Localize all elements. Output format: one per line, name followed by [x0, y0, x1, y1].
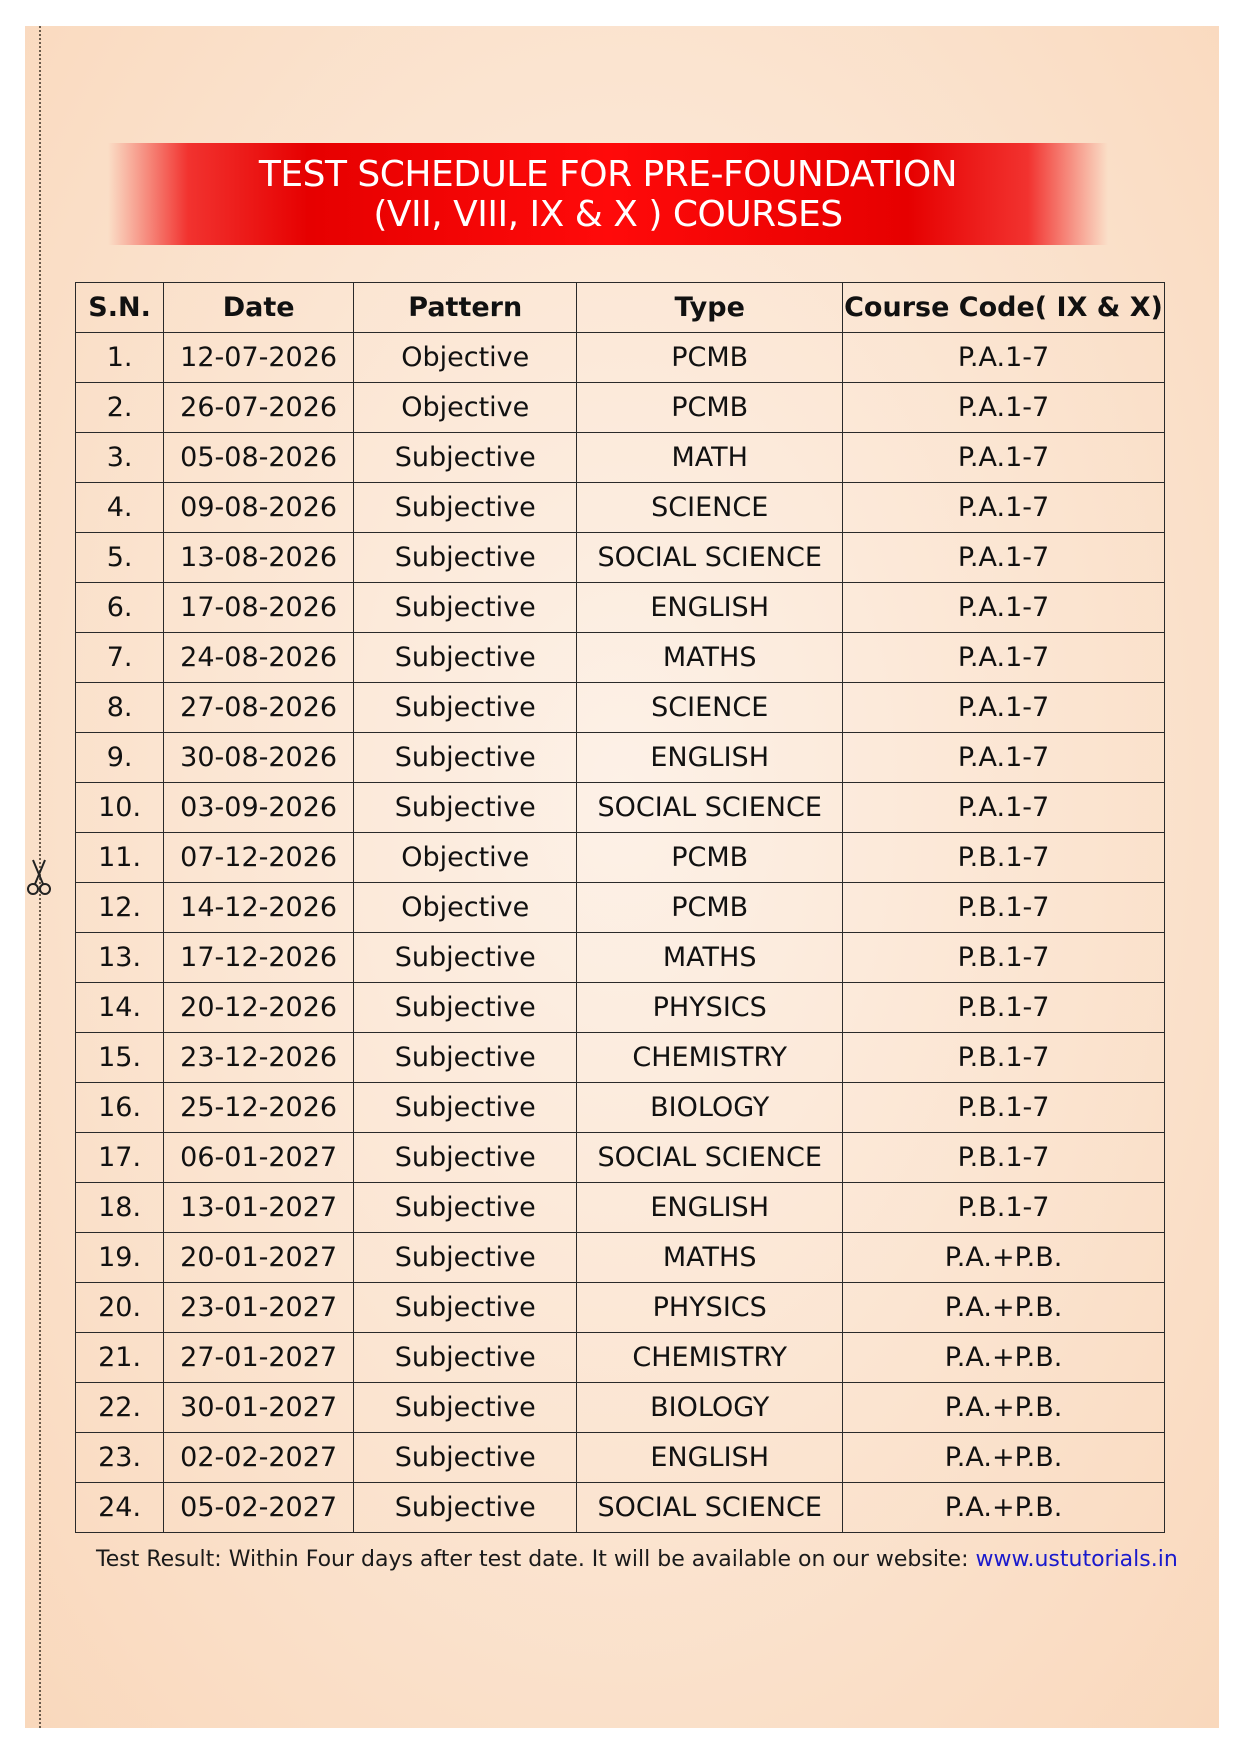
- table-row: [76, 1383, 1165, 1433]
- table-row: [76, 583, 1165, 633]
- cell-date: 23-12-2026: [164, 1033, 354, 1083]
- cell-pattern: Objective: [354, 833, 577, 883]
- cell-course-code: P.A.1-7: [843, 483, 1165, 533]
- cell-course-code: P.A.1-7: [843, 533, 1165, 583]
- cell-date: 09-08-2026: [164, 483, 354, 533]
- cell-type: ENGLISH: [577, 583, 843, 633]
- cell-type: PCMB: [577, 333, 843, 383]
- cell-pattern: Subjective: [354, 933, 577, 983]
- result-note: Test Result: Within Four days after test date. It will be available on our website:: [96, 1547, 969, 1572]
- cell-course-code: P.B.1-7: [843, 1183, 1165, 1233]
- cell-date: 07-12-2026: [164, 833, 354, 883]
- cell-date: 12-07-2026: [164, 333, 354, 383]
- table-row: [76, 1133, 1165, 1183]
- table-row: [76, 1283, 1165, 1333]
- cell-course-code: P.B.1-7: [843, 1033, 1165, 1083]
- cell-sn: 24.: [76, 1483, 164, 1533]
- cell-date: 30-08-2026: [164, 733, 354, 783]
- cell-type: ENGLISH: [577, 1183, 843, 1233]
- cell-date: 26-07-2026: [164, 383, 354, 433]
- cell-sn: 7.: [76, 633, 164, 683]
- table-row: [76, 1433, 1165, 1483]
- cell-date: 27-08-2026: [164, 683, 354, 733]
- table-row: [76, 333, 1165, 383]
- cell-course-code: P.A.1-7: [843, 633, 1165, 683]
- cell-pattern: Objective: [354, 333, 577, 383]
- cell-pattern: Subjective: [354, 1333, 577, 1383]
- cell-sn: 21.: [76, 1333, 164, 1383]
- table-row: [76, 1233, 1165, 1283]
- cell-sn: 5.: [76, 533, 164, 583]
- table-header-row: [76, 283, 1165, 333]
- cell-course-code: P.A.+P.B.: [843, 1433, 1165, 1483]
- cell-sn: 10.: [76, 783, 164, 833]
- header-type: Type: [577, 283, 843, 333]
- cell-type: PCMB: [577, 383, 843, 433]
- cell-sn: 6.: [76, 583, 164, 633]
- cell-pattern: Subjective: [354, 1383, 577, 1433]
- cell-pattern: Subjective: [354, 633, 577, 683]
- cell-type: MATHS: [577, 1233, 843, 1283]
- cell-pattern: Objective: [354, 883, 577, 933]
- cell-type: MATHS: [577, 933, 843, 983]
- cell-pattern: Subjective: [354, 1033, 577, 1083]
- cell-date: 20-01-2027: [164, 1233, 354, 1283]
- cell-course-code: P.A.+P.B.: [843, 1283, 1165, 1333]
- table-row: [76, 483, 1165, 533]
- header-course-code: Course Code( IX & X): [843, 283, 1165, 333]
- cell-course-code: P.A.1-7: [843, 333, 1165, 383]
- table-row: [76, 533, 1165, 583]
- title-line-1: TEST SCHEDULE FOR PRE-FOUNDATION: [258, 154, 958, 195]
- table-row: [76, 1083, 1165, 1133]
- table-row: [76, 1333, 1165, 1383]
- cell-sn: 17.: [76, 1133, 164, 1183]
- cell-sn: 19.: [76, 1233, 164, 1283]
- cell-pattern: Subjective: [354, 783, 577, 833]
- schedule-table: [75, 282, 1165, 1533]
- cell-course-code: P.A.+P.B.: [843, 1483, 1165, 1533]
- cell-sn: 15.: [76, 1033, 164, 1083]
- cell-course-code: P.A.1-7: [843, 733, 1165, 783]
- table-row: [76, 983, 1165, 1033]
- cell-pattern: Subjective: [354, 533, 577, 583]
- cell-course-code: P.B.1-7: [843, 883, 1165, 933]
- cell-type: BIOLOGY: [577, 1083, 843, 1133]
- title-banner: [108, 143, 1108, 245]
- cell-type: BIOLOGY: [577, 1383, 843, 1433]
- cell-pattern: Subjective: [354, 1283, 577, 1333]
- cell-course-code: P.A.1-7: [843, 583, 1165, 633]
- cell-course-code: P.A.+P.B.: [843, 1383, 1165, 1433]
- cell-type: SCIENCE: [577, 483, 843, 533]
- cell-date: 27-01-2027: [164, 1333, 354, 1383]
- cell-date: 14-12-2026: [164, 883, 354, 933]
- cell-type: SCIENCE: [577, 683, 843, 733]
- cell-sn: 11.: [76, 833, 164, 883]
- cell-course-code: P.A.1-7: [843, 783, 1165, 833]
- table-row: [76, 933, 1165, 983]
- cell-sn: 3.: [76, 433, 164, 483]
- table-row: [76, 433, 1165, 483]
- cell-sn: 16.: [76, 1083, 164, 1133]
- cell-type: SOCIAL SCIENCE: [577, 533, 843, 583]
- cell-date: 05-08-2026: [164, 433, 354, 483]
- cell-course-code: P.B.1-7: [843, 933, 1165, 983]
- cell-type: SOCIAL SCIENCE: [577, 1133, 843, 1183]
- cell-type: ENGLISH: [577, 1433, 843, 1483]
- cell-sn: 8.: [76, 683, 164, 733]
- cell-pattern: Subjective: [354, 1133, 577, 1183]
- cell-type: CHEMISTRY: [577, 1333, 843, 1383]
- cell-course-code: P.A.1-7: [843, 383, 1165, 433]
- cell-sn: 20.: [76, 1283, 164, 1333]
- cell-type: PCMB: [577, 833, 843, 883]
- cell-date: 24-08-2026: [164, 633, 354, 683]
- cell-course-code: P.B.1-7: [843, 983, 1165, 1033]
- table-row: [76, 383, 1165, 433]
- header-sn: S.N.: [76, 283, 164, 333]
- cell-date: 06-01-2027: [164, 1133, 354, 1183]
- cell-sn: 22.: [76, 1383, 164, 1433]
- cell-course-code: P.A.1-7: [843, 433, 1165, 483]
- table-row: [76, 633, 1165, 683]
- cell-type: PCMB: [577, 883, 843, 933]
- header-pattern: Pattern: [354, 283, 577, 333]
- cell-date: 05-02-2027: [164, 1483, 354, 1533]
- scissors-icon: [24, 858, 54, 898]
- cell-date: 25-12-2026: [164, 1083, 354, 1133]
- header-date: Date: [164, 283, 354, 333]
- cell-type: ENGLISH: [577, 733, 843, 783]
- table-row: [76, 1483, 1165, 1533]
- cell-pattern: Subjective: [354, 1483, 577, 1533]
- table-row: [76, 783, 1165, 833]
- table-row: [76, 833, 1165, 883]
- cell-sn: 2.: [76, 383, 164, 433]
- cell-course-code: P.A.1-7: [843, 683, 1165, 733]
- table-row: [76, 883, 1165, 933]
- cell-date: 13-08-2026: [164, 533, 354, 583]
- cell-sn: 23.: [76, 1433, 164, 1483]
- cell-type: PHYSICS: [577, 1283, 843, 1333]
- cell-date: 03-09-2026: [164, 783, 354, 833]
- cell-pattern: Subjective: [354, 983, 577, 1033]
- footer-note: [96, 1547, 1176, 1572]
- cell-pattern: Subjective: [354, 1083, 577, 1133]
- cell-sn: 1.: [76, 333, 164, 383]
- cell-type: MATHS: [577, 633, 843, 683]
- cell-date: 17-08-2026: [164, 583, 354, 633]
- cell-type: MATH: [577, 433, 843, 483]
- cell-pattern: Subjective: [354, 483, 577, 533]
- website-link[interactable]: www.ustutorials.in: [975, 1547, 1178, 1572]
- cell-sn: 14.: [76, 983, 164, 1033]
- cell-date: 17-12-2026: [164, 933, 354, 983]
- cell-date: 13-01-2027: [164, 1183, 354, 1233]
- cell-pattern: Subjective: [354, 1233, 577, 1283]
- table-row: [76, 1183, 1165, 1233]
- cell-sn: 9.: [76, 733, 164, 783]
- cell-type: SOCIAL SCIENCE: [577, 783, 843, 833]
- cell-sn: 18.: [76, 1183, 164, 1233]
- cell-type: CHEMISTRY: [577, 1033, 843, 1083]
- cell-sn: 12.: [76, 883, 164, 933]
- cell-date: 23-01-2027: [164, 1283, 354, 1333]
- table-row: [76, 1033, 1165, 1083]
- cell-pattern: Subjective: [354, 683, 577, 733]
- cell-course-code: P.A.+P.B.: [843, 1233, 1165, 1283]
- cell-course-code: P.A.+P.B.: [843, 1333, 1165, 1383]
- cell-pattern: Subjective: [354, 583, 577, 633]
- cell-date: 02-02-2027: [164, 1433, 354, 1483]
- table-row: [76, 733, 1165, 783]
- cell-pattern: Subjective: [354, 1433, 577, 1483]
- cell-course-code: P.B.1-7: [843, 1133, 1165, 1183]
- cell-pattern: Objective: [354, 383, 577, 433]
- title-line-2: (VII, VIII, IX & X ) COURSES: [373, 194, 843, 235]
- table-row: [76, 683, 1165, 733]
- cell-type: PHYSICS: [577, 983, 843, 1033]
- cell-pattern: Subjective: [354, 733, 577, 783]
- cell-sn: 4.: [76, 483, 164, 533]
- cell-pattern: Subjective: [354, 1183, 577, 1233]
- cell-course-code: P.B.1-7: [843, 833, 1165, 883]
- cell-sn: 13.: [76, 933, 164, 983]
- table-body: [76, 333, 1165, 1533]
- cell-date: 30-01-2027: [164, 1383, 354, 1433]
- cell-type: SOCIAL SCIENCE: [577, 1483, 843, 1533]
- cell-date: 20-12-2026: [164, 983, 354, 1033]
- cell-pattern: Subjective: [354, 433, 577, 483]
- cell-course-code: P.B.1-7: [843, 1083, 1165, 1133]
